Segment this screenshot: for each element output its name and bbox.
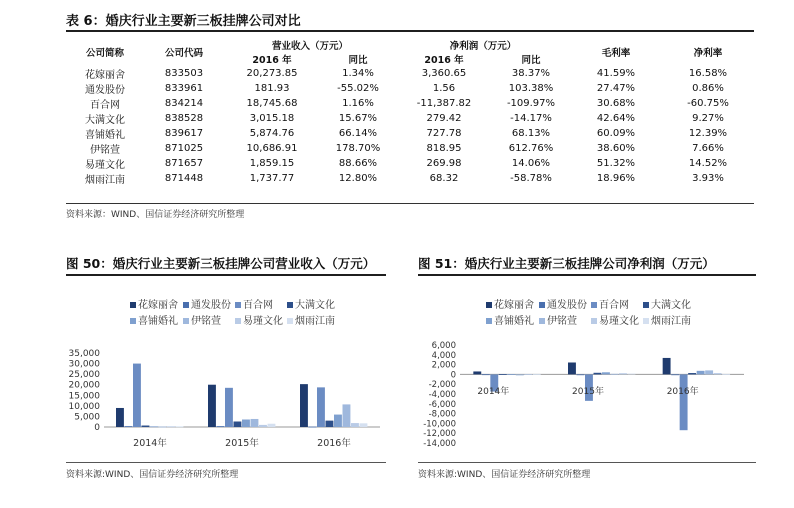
legend-label: 百合网 — [599, 300, 629, 311]
header-profit-yoy: 同比 — [521, 55, 541, 66]
bar — [671, 374, 679, 375]
fig51-title: 图 51：婚庆行业主要新三板挂牌公司净利润（万元） — [418, 256, 715, 271]
legend-item — [643, 312, 691, 327]
table-cell: 易瑾文化 — [85, 160, 125, 171]
bar — [334, 415, 342, 427]
legend-swatch — [486, 302, 492, 308]
table-cell: -60.75% — [687, 98, 729, 109]
bar — [268, 424, 276, 427]
legend-item — [591, 312, 639, 327]
x-tick-label: 2014年 — [477, 387, 510, 397]
fig51-bottom-rule — [418, 462, 756, 463]
bar — [594, 373, 602, 375]
bar — [577, 374, 585, 375]
table-cell: 1.34% — [342, 68, 374, 79]
header-revenue-yoy: 同比 — [348, 55, 368, 66]
table-cell: 871025 — [164, 143, 204, 154]
fig51-source: 资料来源:WIND、国信证券经济研究所整理 — [418, 470, 591, 480]
table-cell: 5,874.76 — [249, 128, 295, 139]
bar — [242, 420, 250, 427]
legend-swatch — [486, 318, 492, 324]
x-tick-label: 2016年 — [666, 387, 699, 397]
bar — [234, 422, 242, 427]
table-cell: 279.42 — [426, 113, 462, 124]
bar — [150, 426, 158, 427]
table-cell: 871657 — [164, 158, 204, 169]
bar — [568, 362, 576, 374]
legend-swatch — [287, 318, 293, 324]
bar — [159, 427, 167, 428]
table-cell: 大满文化 — [85, 115, 125, 126]
bar — [317, 387, 325, 427]
y-tick-label: -14,000 — [423, 439, 456, 449]
bar — [697, 371, 705, 375]
legend-label: 喜铺婚礼 — [138, 316, 178, 327]
legend-label: 花嫁丽舍 — [138, 300, 178, 311]
header-profit-year: 2016 年 — [424, 55, 464, 66]
table-cell: 16.58% — [688, 68, 728, 79]
legend-label: 易瑾文化 — [243, 316, 283, 327]
legend-item — [130, 312, 178, 327]
company-comparison-table — [66, 38, 754, 186]
table-cell: 42.64% — [596, 113, 636, 124]
y-tick-label: -2,000 — [428, 380, 456, 391]
legend-swatch — [235, 318, 241, 324]
table-cell: 0.86% — [692, 83, 724, 94]
bar — [217, 426, 225, 427]
legend-swatch — [643, 318, 649, 324]
table-cell: 60.09% — [596, 128, 636, 139]
table-cell: 9.27% — [692, 113, 724, 124]
table-cell: 15.67% — [338, 113, 378, 124]
table-cell: 178.70% — [335, 143, 381, 154]
legend-item — [539, 296, 587, 311]
header-gross-margin: 毛利率 — [601, 48, 631, 59]
table-cell: 181.93 — [254, 83, 290, 94]
y-tick-label: -4,000 — [428, 390, 456, 400]
bar — [360, 423, 368, 427]
y-tick-label: 6,000 — [431, 341, 456, 351]
bar — [482, 374, 490, 375]
table-cell: 833503 — [164, 68, 204, 79]
fig51-top-rule — [418, 274, 756, 276]
table-cell: 14.52% — [688, 158, 728, 169]
table-cell: 68.13% — [511, 128, 551, 139]
legend-swatch — [591, 318, 597, 324]
bar — [619, 373, 627, 374]
bar — [176, 426, 184, 427]
y-tick-label: 5,000 — [74, 412, 100, 423]
header-revenue: 营业收入（万元） — [271, 41, 348, 52]
bar — [142, 426, 150, 427]
table-row — [66, 141, 754, 156]
y-tick-label: 0 — [450, 370, 456, 381]
table-cell: 838528 — [164, 113, 204, 124]
legend-item — [591, 296, 629, 311]
table-cell: 7.66% — [692, 143, 724, 154]
legend-label: 烟雨江南 — [651, 316, 691, 327]
table-bottom-rule — [66, 203, 754, 204]
table-cell: 833961 — [164, 83, 204, 94]
legend-item — [287, 312, 335, 327]
bar — [499, 374, 507, 375]
legend-item — [486, 312, 534, 327]
legend-item — [130, 296, 178, 311]
bar — [628, 374, 636, 375]
table-top-rule — [66, 30, 754, 32]
fig51-chart — [414, 340, 754, 462]
legend-label: 烟雨江南 — [295, 316, 335, 327]
table-cell: 66.14% — [338, 128, 378, 139]
bar — [351, 423, 359, 427]
table-cell: 51.32% — [596, 158, 636, 169]
table-cell: 727.78 — [426, 128, 462, 139]
bar — [722, 374, 730, 375]
table-row — [66, 96, 754, 111]
y-tick-label: 0 — [94, 423, 100, 433]
table-row — [66, 126, 754, 141]
legend-label: 易瑾文化 — [599, 316, 639, 327]
table-cell: 103.38% — [508, 83, 554, 94]
y-tick-label: 20,000 — [68, 380, 100, 391]
table-cell: 3,015.18 — [249, 113, 295, 124]
table-cell: 10,686.91 — [246, 143, 298, 154]
table-cell: 27.47% — [596, 83, 636, 94]
table-cell: 喜铺婚礼 — [85, 130, 125, 141]
bar — [516, 374, 524, 375]
bar — [705, 370, 713, 374]
y-tick-label: 30,000 — [68, 359, 100, 370]
table-row — [66, 156, 754, 171]
bar — [251, 419, 259, 427]
table-cell: 38.37% — [511, 68, 551, 79]
bar — [714, 373, 722, 374]
header-company-code: 公司代码 — [164, 48, 203, 59]
header-net-profit: 净利润（万元） — [449, 41, 517, 52]
y-tick-label: 4,000 — [431, 350, 456, 361]
bar — [300, 384, 308, 427]
legend-label: 百合网 — [243, 300, 273, 311]
legend-label: 通发股份 — [547, 300, 587, 311]
legend-label: 通发股份 — [191, 300, 231, 311]
table-cell: -55.02% — [337, 83, 379, 94]
legend-label: 伊铭萱 — [191, 316, 221, 327]
table-cell: 20,273.85 — [246, 68, 298, 79]
y-tick-label: -12,000 — [423, 429, 456, 440]
table-cell: 839617 — [164, 128, 204, 139]
bar — [208, 385, 216, 427]
legend-label: 大满文化 — [651, 300, 691, 311]
legend-item — [643, 296, 691, 311]
table-cell: 18,745.68 — [246, 98, 298, 109]
legend-label: 大满文化 — [295, 300, 335, 311]
bar — [688, 373, 696, 374]
table-cell: 834214 — [164, 98, 204, 109]
table-cell: 3.93% — [692, 173, 724, 184]
table-cell: 818.95 — [426, 143, 462, 154]
bar — [473, 371, 481, 374]
y-tick-label: -10,000 — [423, 419, 456, 430]
bar — [225, 388, 233, 427]
table-row — [66, 81, 754, 96]
legend-item — [539, 312, 577, 327]
legend-swatch — [643, 302, 649, 308]
table-cell: 伊铭萱 — [90, 145, 120, 156]
legend-item — [235, 296, 273, 311]
legend-item — [486, 296, 534, 311]
table-cell: 通发股份 — [85, 85, 125, 96]
table-cell: 14.06% — [511, 158, 551, 169]
y-tick-label: 10,000 — [68, 401, 100, 412]
x-tick-label: 2014年 — [133, 438, 167, 449]
legend-swatch — [183, 318, 189, 324]
legend-swatch — [235, 302, 241, 308]
bar — [343, 404, 351, 427]
table-cell: 18.96% — [596, 173, 636, 184]
table-cell: 12.80% — [338, 173, 378, 184]
header-net-margin: 净利率 — [693, 48, 723, 59]
table-cell: 12.39% — [688, 128, 728, 139]
fig50-bottom-rule — [66, 462, 386, 463]
header-company-name: 公司简称 — [85, 48, 124, 59]
legend-swatch — [539, 302, 545, 308]
table-cell: 871448 — [164, 173, 204, 184]
table-cell: 38.60% — [596, 143, 636, 154]
table-cell: -58.78% — [510, 173, 552, 184]
table-cell: 百合网 — [90, 100, 120, 111]
table-cell: 88.66% — [338, 158, 378, 169]
table-cell: 269.98 — [426, 158, 462, 169]
legend-item — [183, 312, 221, 327]
legend-swatch — [130, 302, 136, 308]
bar — [259, 425, 267, 427]
legend-label: 伊铭萱 — [547, 316, 577, 327]
y-tick-label: -8,000 — [428, 409, 456, 420]
table-title: 表 6：婚庆行业主要新三板挂牌公司对比 — [66, 14, 301, 29]
legend-item — [183, 296, 231, 311]
header-revenue-year: 2016 年 — [252, 55, 292, 66]
legend-item — [235, 312, 283, 327]
table-row — [66, 111, 754, 126]
legend-swatch — [591, 302, 597, 308]
table-cell: 花嫁丽舍 — [85, 70, 125, 81]
x-tick-label: 2015年 — [572, 387, 604, 397]
table-cell: 1.16% — [342, 98, 374, 109]
bar — [524, 374, 532, 375]
legend-swatch — [539, 318, 545, 324]
table-cell: -11,387.82 — [416, 98, 472, 109]
bar — [133, 364, 141, 427]
legend-swatch — [183, 302, 189, 308]
fig50-source: 资料来源:WIND、国信证券经济研究所整理 — [66, 470, 239, 480]
legend-swatch — [130, 318, 136, 324]
fig50-title: 图 50：婚庆行业主要新三板挂牌公司营业收入（万元） — [66, 256, 376, 271]
table-cell: 68.32 — [429, 173, 459, 184]
table-cell: 30.68% — [596, 98, 636, 109]
legend-label: 喜铺婚礼 — [494, 316, 534, 327]
bar — [680, 374, 688, 430]
fig50-chart — [62, 340, 390, 455]
table-row — [66, 171, 754, 186]
table-source: 资料来源：WIND、国信证券经济研究所整理 — [66, 210, 245, 220]
table-cell: 41.59% — [596, 68, 636, 79]
y-tick-label: 35,000 — [68, 349, 100, 359]
table-cell: 烟雨江南 — [85, 175, 125, 186]
bar — [167, 426, 175, 427]
bar — [611, 374, 619, 375]
legend-swatch — [287, 302, 293, 308]
legend-label: 花嫁丽舍 — [494, 300, 534, 311]
bar — [663, 358, 671, 374]
fig50-top-rule — [66, 274, 386, 276]
table-cell: 1.56 — [432, 83, 456, 94]
y-tick-label: 25,000 — [68, 370, 100, 381]
legend-item — [287, 296, 335, 311]
bar — [309, 427, 317, 428]
table-cell: 1,737.77 — [249, 173, 295, 184]
bar — [507, 374, 515, 375]
table-cell: 612.76% — [508, 143, 554, 154]
table-cell: -109.97% — [506, 98, 556, 109]
bar — [533, 374, 541, 375]
bar — [116, 408, 124, 427]
table-cell: 3,360.65 — [421, 68, 467, 79]
y-tick-label: 2,000 — [431, 360, 456, 371]
bar — [602, 372, 610, 374]
y-tick-label: -6,000 — [428, 399, 456, 410]
x-tick-label: 2015年 — [225, 438, 259, 449]
y-tick-label: 15,000 — [68, 391, 100, 402]
bar — [326, 421, 334, 427]
table-cell: 1,859.15 — [249, 158, 295, 169]
bar — [125, 426, 133, 427]
x-tick-label: 2016年 — [317, 438, 351, 449]
table-cell: -14.17% — [510, 113, 552, 124]
table-row — [66, 66, 754, 81]
